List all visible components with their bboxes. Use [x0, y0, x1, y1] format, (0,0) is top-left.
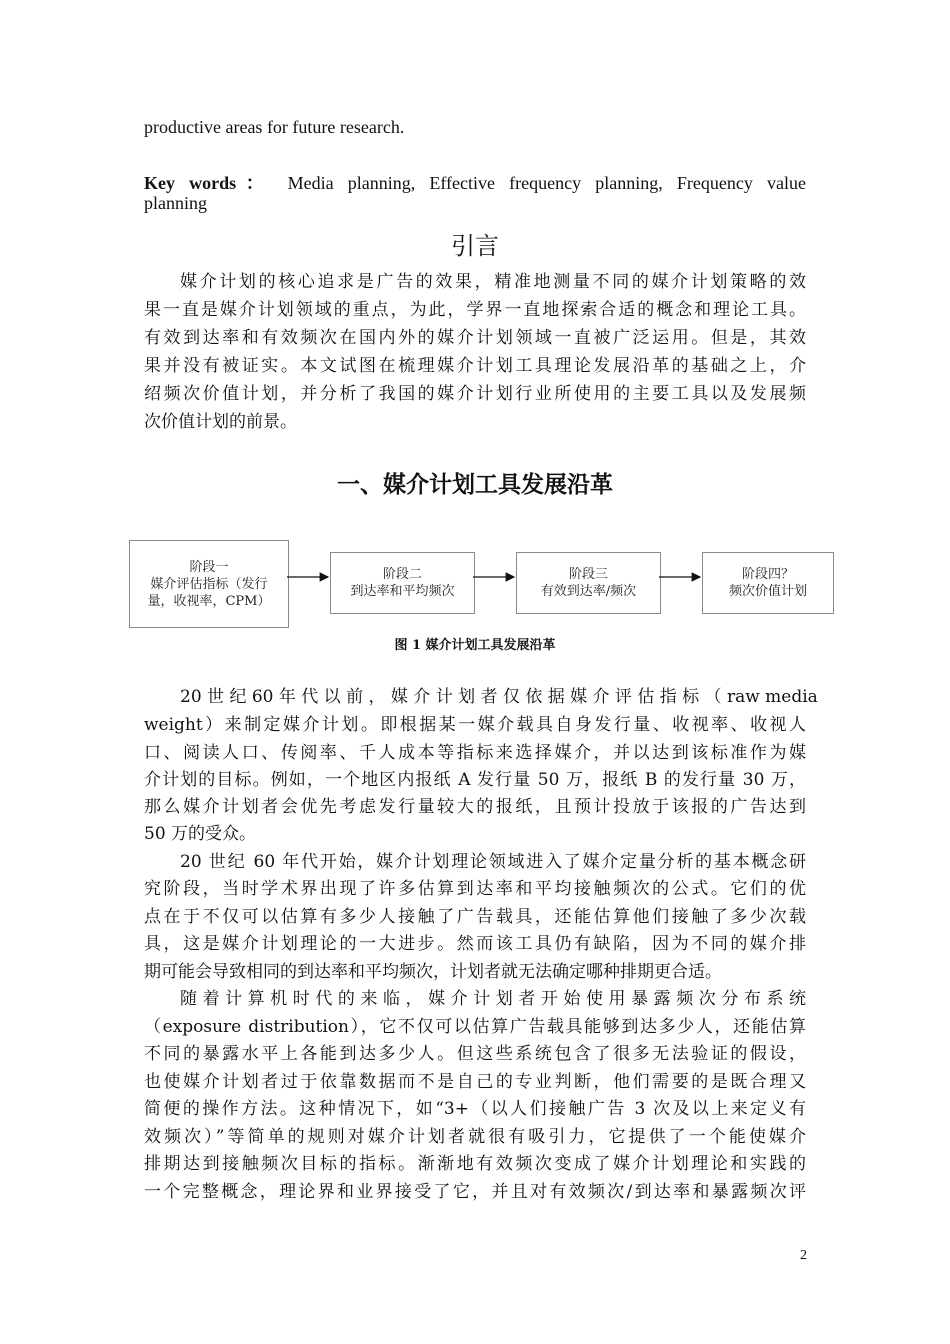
body-line: 究阶段，当时学术界出现了许多估算到达率和平均接触频次的公式。它们的优	[144, 879, 806, 899]
stage-3-title: 阶段三	[568, 567, 608, 582]
body-line: 20 世 纪 60 年 代 以 前 ， 媒 介 计 划 者 仅 依 据 媒 介 评 估 指 标 （ raw media	[180, 687, 818, 707]
body-line: 排期达到接触频次目标的指标。渐渐地有效频次变成了媒介计划理论和实践的	[144, 1154, 806, 1174]
stage-2-text: 到达率和平均频次	[350, 584, 455, 599]
body-line: 50 万的受众。	[144, 824, 257, 844]
stage-4-title: 阶段四？	[741, 567, 794, 582]
intro-heading: 引言	[451, 232, 499, 260]
body-line: 效频次）”等简单的规则对媒介计划者就很有吸引力，它提供了一个能使媒介	[144, 1127, 806, 1147]
intro-line: 绍频次价值计划，并分析了我国的媒介计划行业所使用的主要工具以及发展频	[144, 384, 806, 404]
body-line: 也使媒介计划者过于依靠数据而不是自己的专业判断，他们需要的是既合理又	[144, 1072, 806, 1092]
body-line: weight）来制定媒介计划。即根据某一媒介载具自身发行量、收视率、收视人	[144, 715, 806, 735]
section-heading: 一、媒介计划工具发展沿革	[337, 471, 613, 498]
body-line: （exposure distribution），它不仅可以估算广告载具能够到达多少人，还能估算	[144, 1017, 806, 1037]
stage-1-title: 阶段一	[189, 559, 229, 575]
keywords-continuation: planning	[144, 193, 207, 213]
intro-line: 媒介计划的核心追求是广告的效果，精准地测量不同的媒介计划策略的效	[180, 272, 806, 292]
body-line: 点在于不仅可以估算有多少人接触了广告载具，还能估算他们接触了多少次载	[144, 907, 806, 927]
stage-1-text: 量，收视率，CPM）	[147, 593, 271, 609]
body-line: 不同的暴露水平上各能到达多少人。但这些系统包含了很多无法验证的假设，	[144, 1044, 806, 1064]
body-line: 20 世纪 60 年代开始，媒介计划理论领域进入了媒介定量分析的基本概念研	[180, 852, 806, 872]
keywords-label: Key words：	[144, 173, 274, 193]
page-number: 2	[800, 1248, 807, 1263]
stage-3-text: 有效到达率/频次	[540, 584, 637, 599]
body-line: 一个完整概念，理论界和业界接受了它，并且对有效频次/到达率和暴露频次评	[144, 1182, 806, 1202]
stage-1-text: 媒介评估指标（发行	[150, 576, 268, 592]
abstract-last-line: productive areas for future research.	[144, 117, 405, 137]
body-line: 介计划的目标。例如，一个地区内报纸 A 发行量 50 万，报纸 B 的发行量 30 万，	[144, 770, 806, 790]
intro-line: 次价值计划的前景。	[144, 412, 297, 432]
keywords-text: Media planning, Effective frequency planning, Frequency value	[287, 173, 807, 193]
body-line: 随 着 计 算 机 时 代 的 来 临 ， 媒 介 计 划 者 开 始 使 用 暴 露 频 次 分 布 系 统	[180, 989, 806, 1009]
figure-caption: 图 1 媒介计划工具发展沿革	[394, 638, 556, 653]
stage-2-title: 阶段二	[382, 567, 422, 582]
body-line: 那么媒介计划者会优先考虑发行量较大的报纸，且预计投放于该报的广告达到	[144, 797, 806, 817]
intro-line: 果一直是媒介计划领域的重点，为此，学界一直地探索合适的概念和理论工具。	[144, 300, 806, 320]
body-line: 期可能会导致相同的到达率和平均频次，计划者就无法确定哪种排期更合适。	[144, 962, 722, 982]
body-line: 简便的操作方法。这种情况下，如“3+（以人们接触广告 3 次及以上来定义有	[144, 1099, 806, 1119]
body-line: 口、阅读人口、传阅率、千人成本等指标来选择媒介，并以达到该标准作为媒	[144, 743, 806, 763]
body-line: 具，这是媒介计划理论的一大进步。然而该工具仍有缺陷，因为不同的媒介排	[144, 934, 806, 954]
intro-line: 有效到达率和有效频次在国内外的媒介计划领域一直被广泛运用。但是，其效	[144, 328, 806, 348]
stage-4-text: 频次价值计划	[728, 584, 807, 599]
intro-line: 果并没有被证实。本文试图在梳理媒介计划工具理论发展沿革的基础之上，介	[144, 356, 806, 376]
